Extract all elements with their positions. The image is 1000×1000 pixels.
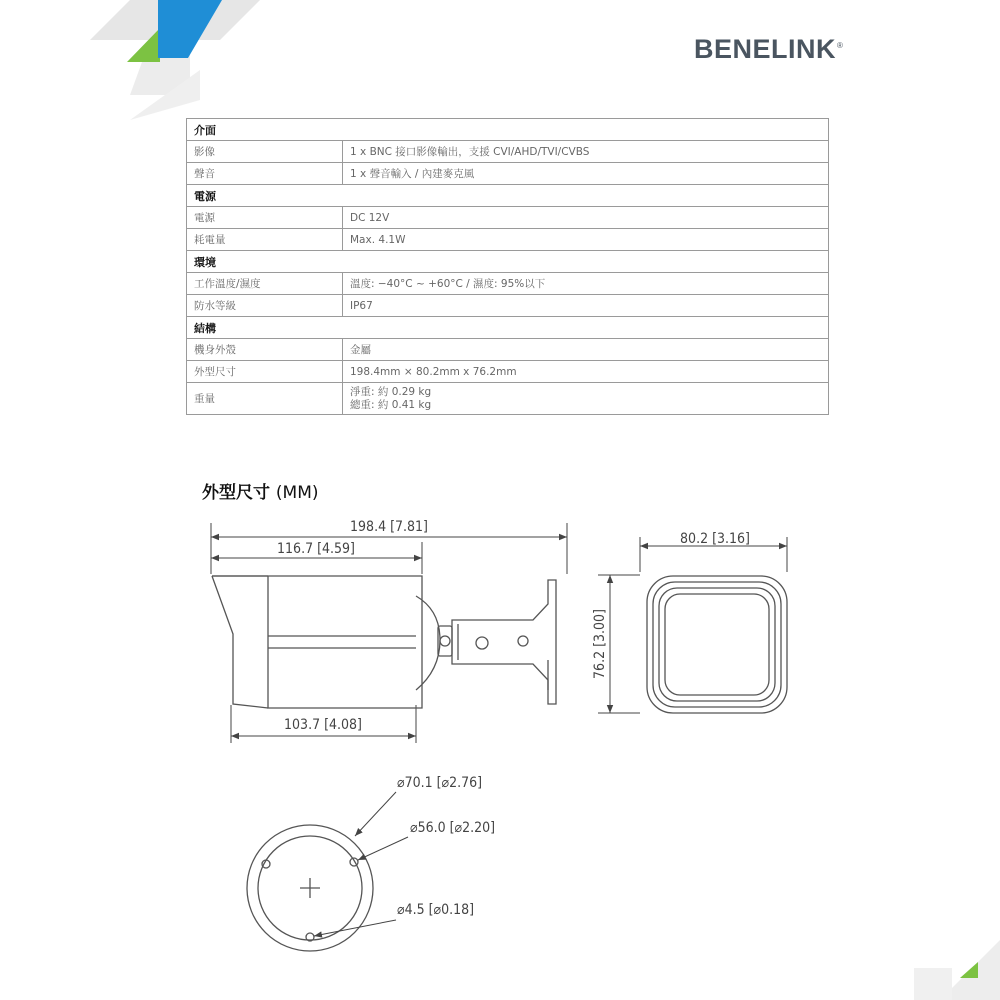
table-row — [187, 163, 829, 185]
table-row — [187, 273, 829, 295]
gross-weight: 總重: 約 0.41 kg — [350, 398, 432, 411]
dimension-drawing — [0, 500, 1000, 960]
corner-decoration-top-left — [0, 0, 260, 130]
table-row — [187, 383, 829, 415]
row-value: 金屬 — [343, 339, 829, 361]
row-label: 電源 — [187, 207, 343, 229]
table-row — [187, 229, 829, 251]
label-lower-length: 103.7 [4.08] — [284, 717, 362, 733]
row-value: 198.4mm × 80.2mm x 76.2mm — [343, 361, 829, 383]
row-value: 溫度: −40°C ~ +60°C / 濕度: 95%以下 — [343, 273, 829, 295]
section-header-power — [187, 185, 829, 207]
row-value: 1 x BNC 接口影像輸出，支援 CVI/AHD/TVI/CVBS — [343, 141, 829, 163]
camera-side-view — [212, 576, 556, 708]
row-label: 耗電量 — [187, 229, 343, 251]
row-value: IP67 — [343, 295, 829, 317]
table-row — [187, 339, 829, 361]
label-height: 76.2 [3.00] — [592, 609, 608, 679]
row-label: 工作溫度/濕度 — [187, 273, 343, 295]
row-label: 重量 — [187, 383, 343, 415]
row-label: 機身外殼 — [187, 339, 343, 361]
label-width: 80.2 [3.16] — [680, 531, 750, 547]
row-label: 影像 — [187, 141, 343, 163]
row-value: 1 x 聲音輸入 / 內建麥克風 — [343, 163, 829, 185]
camera-base-view — [247, 825, 373, 951]
label-base-outer-diameter: ⌀70.1 [⌀2.76] — [397, 775, 483, 791]
benelink-logo: BENELINK® — [694, 34, 844, 64]
camera-front-view — [647, 576, 787, 713]
table-row — [187, 207, 829, 229]
section-title: 電源 — [187, 185, 829, 207]
spec-table — [186, 118, 829, 415]
row-label: 防水等級 — [187, 295, 343, 317]
section-title: 結構 — [187, 317, 829, 339]
label-total-length: 198.4 [7.81] — [350, 519, 428, 535]
row-value: Max. 4.1W — [343, 229, 829, 251]
table-row — [187, 141, 829, 163]
label-base-hole-circle: ⌀56.0 [⌀2.20] — [410, 820, 496, 836]
section-title: 環境 — [187, 251, 829, 273]
section-title: 介面 — [187, 119, 829, 141]
section-header-interface — [187, 119, 829, 141]
section-header-structure — [187, 317, 829, 339]
dimensions-title: 外型尺寸 (MM) — [202, 483, 319, 503]
row-value — [343, 383, 829, 415]
label-body-length: 116.7 [4.59] — [277, 541, 355, 557]
table-row — [187, 295, 829, 317]
section-header-environment — [187, 251, 829, 273]
table-row — [187, 361, 829, 383]
row-label: 聲音 — [187, 163, 343, 185]
net-weight: 淨重: 約 0.29 kg — [350, 385, 432, 398]
label-hole-diameter: ⌀4.5 [⌀0.18] — [397, 902, 475, 918]
row-value: DC 12V — [343, 207, 829, 229]
row-label: 外型尺寸 — [187, 361, 343, 383]
